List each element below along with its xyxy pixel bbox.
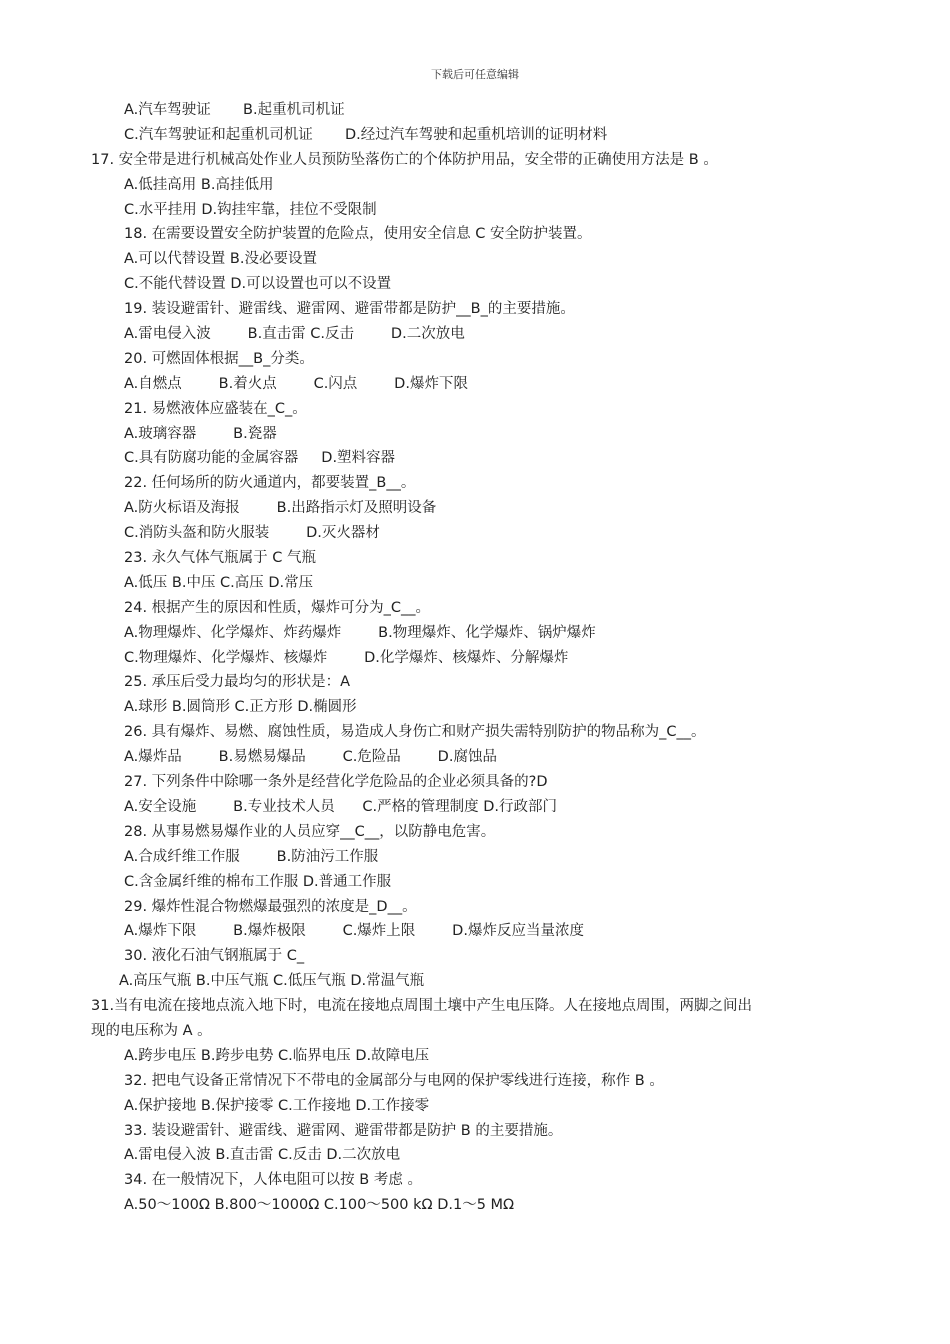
text-line: A.跨步电压 B.跨步电势 C.临界电压 D.故障电压: [124, 1047, 430, 1064]
text-line: C.不能代替设置 D.可以设置也可以不设置: [124, 276, 392, 293]
text-line: A.雷电侵入波 B.直击雷 C.反击 D.二次放电: [124, 326, 465, 343]
text-line: C.含金属纤维的棉布工作服 D.普通工作服: [124, 873, 392, 890]
text-line: A.可以代替设置 B.没必要设置: [124, 251, 317, 268]
text-line: 19. 装设避雷针、避雷线、避雷网、避雷带都是防护__B_的主要措施。: [124, 301, 575, 318]
text-line: A.爆炸下限 B.爆炸极限 C.爆炸上限 D.爆炸反应当量浓度: [124, 923, 584, 940]
text-line: 20. 可燃固体根据__B_分类。: [124, 350, 314, 367]
text-line: A.保护接地 B.保护接零 C.工作接地 D.工作接零: [124, 1097, 430, 1114]
text-line: C.物理爆炸、化学爆炸、核爆炸 D.化学爆炸、核爆炸、分解爆炸: [124, 649, 569, 666]
text-line: A.合成纤维工作服 B.防油污工作服: [124, 848, 379, 865]
text-line: C.具有防腐功能的金属容器 D.塑料容器: [124, 450, 396, 467]
text-line: A.球形 B.圆筒形 C.正方形 D.椭圆形: [124, 699, 357, 716]
text-line: C.汽车驾驶证和起重机司机证 D.经过汽车驾驶和起重机培训的证明材料: [124, 126, 608, 143]
text-line: 24. 根据产生的原因和性质，爆炸可分为_C__。: [124, 599, 431, 616]
text-line: 22. 任何场所的防火通道内，都要装置_B__。: [124, 475, 416, 492]
text-line: 30. 液化石油气钢瓶属于 C_: [124, 948, 305, 965]
text-line: A.爆炸品 B.易燃易爆品 C.危险品 D.腐蚀品: [124, 749, 497, 766]
text-line: 18. 在需要设置安全防护装置的危险点，使用安全信息 C 安全防护装置。: [124, 226, 592, 243]
text-line: 31.当有电流在接地点流入地下时，电流在接地点周围土壤中产生电压降。人在接地点周围，两脚之间出: [91, 998, 753, 1015]
page-header: 下载后可任意编辑: [431, 68, 519, 81]
document-body: [91, 98, 871, 1218]
text-line: A.物理爆炸、化学爆炸、炸药爆炸 B.物理爆炸、化学爆炸、锅炉爆炸: [124, 624, 596, 641]
text-line: 27. 下列条件中除哪一条外是经营化学危险品的企业必须具备的?D: [124, 774, 548, 791]
text-line: A.汽车驾驶证 B.起重机司机证: [124, 102, 345, 118]
text-line: A.安全设施 B.专业技术人员 C.严格的管理制度 D.行政部门: [124, 798, 557, 815]
text-line: C.水平挂用 D.钩挂牢靠，挂位不受限制: [124, 201, 377, 218]
text-line: 现的电压称为 A 。: [91, 1022, 212, 1039]
text-line: 33. 装设避雷针、避雷线、避雷网、避雷带都是防护 B 的主要措施。: [124, 1122, 563, 1139]
text-line: C.消防头盔和防火服装 D.灭火器材: [124, 525, 380, 542]
text-line: A.高压气瓶 B.中压气瓶 C.低压气瓶 D.常温气瓶: [119, 973, 425, 990]
text-line: 25. 承压后受力最均匀的形状是：A: [124, 674, 351, 691]
text-line: A.低压 B.中压 C.高压 D.常压: [124, 574, 314, 591]
text-line: 34. 在一般情况下，人体电阻可以按 B 考虑 。: [124, 1172, 422, 1189]
text-line: A.玻璃容器 B.瓷器: [124, 425, 277, 442]
text-line: A.自燃点 B.着火点 C.闪点 D.爆炸下限: [124, 375, 468, 392]
text-line: A.50～100Ω B.800～1000Ω C.100～500 kΩ D.1～5 MΩ: [124, 1197, 515, 1214]
text-line: A.雷电侵入波 B.直击雷 C.反击 D.二次放电: [124, 1147, 401, 1164]
text-line: 28. 从事易燃易爆作业的人员应穿__C__，以防静电危害。: [124, 823, 496, 840]
text-line: 26. 具有爆炸、易燃、腐蚀性质，易造成人身伤亡和财产损失需特别防护的物品称为_C__。: [124, 724, 706, 741]
text-line: 17. 安全带是进行机械高处作业人员预防坠落伤亡的个体防护用品，安全带的正确使用方法是 B 。: [91, 151, 718, 168]
text-line: 32. 把电气设备正常情况下不带电的金属部分与电网的保护零线进行连接，称作 B 。: [124, 1072, 664, 1089]
text-line: A.低挂高用 B.高挂低用: [124, 176, 274, 193]
text-line: 23. 永久气体气瓶属于 C 气瓶: [124, 550, 317, 567]
text-line: 21. 易燃液体应盛装在_C_。: [124, 400, 307, 417]
text-line: 29. 爆炸性混合物燃爆最强烈的浓度是_D__。: [124, 898, 417, 915]
text-line: A.防火标语及海报 B.出路指示灯及照明设备: [124, 500, 437, 517]
